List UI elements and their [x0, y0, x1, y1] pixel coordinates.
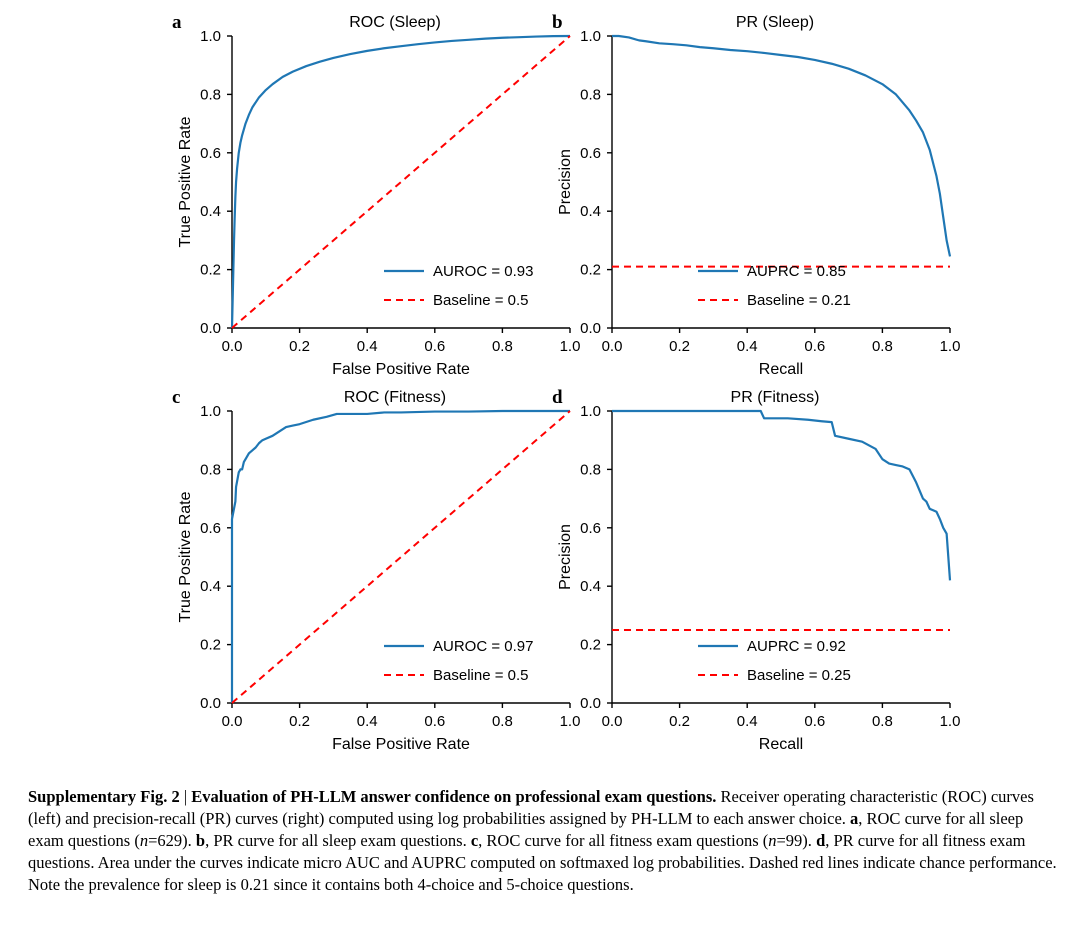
panel-a-title: ROC (Sleep)	[349, 14, 441, 31]
caption-b-letter: b	[195, 830, 206, 850]
caption-lead: Supplementary Fig. 2	[28, 787, 180, 806]
ytick-2: 0.4	[580, 203, 601, 221]
xtick-1: 0.2	[669, 338, 691, 355]
panel-d-xtick-labels	[602, 713, 961, 730]
panel-c	[170, 383, 610, 758]
panel-d-xlabel: Recall	[758, 736, 804, 753]
panel-b-letter: b	[552, 12, 563, 33]
panel-d-legend-label-1: Baseline = 0.25	[747, 667, 851, 684]
xtick-2: 0.4	[736, 713, 758, 730]
panel-a-ytick-labels	[200, 28, 221, 337]
panel-b-series	[612, 36, 950, 267]
xtick-4: 0.8	[491, 713, 513, 730]
xtick-1: 0.2	[669, 713, 691, 730]
ytick-1: 0.2	[200, 636, 221, 654]
ytick-4: 0.8	[580, 461, 601, 479]
panel-c-legend-label-0: AUROC = 0.97	[433, 638, 534, 655]
xtick-3: 0.6	[424, 713, 446, 730]
panel-a-curve-1	[232, 36, 570, 328]
panel-d-legend-label-0: AUPRC = 0.92	[747, 638, 846, 655]
caption-title: Evaluation of PH-LLM answer confidence on professional exam questions.	[191, 787, 717, 806]
caption-c-n-italic: n	[768, 830, 777, 850]
xtick-4: 0.8	[491, 338, 513, 355]
xtick-2: 0.4	[356, 713, 378, 730]
ytick-4: 0.8	[200, 461, 221, 479]
panel-b	[550, 8, 990, 383]
panel-d-axes	[607, 411, 950, 708]
panel-a-xlabel: False Positive Rate	[332, 361, 470, 378]
xtick-0: 0.0	[601, 338, 623, 355]
ytick-0: 0.0	[200, 695, 221, 712]
panel-c-curve-1	[232, 411, 570, 703]
panel-b-xtick-labels	[602, 338, 961, 355]
panel-b-ytick-labels	[580, 28, 601, 337]
ytick-2: 0.4	[200, 578, 221, 596]
ytick-5: 1.0	[580, 403, 601, 420]
xtick-3: 0.6	[804, 338, 826, 355]
panel-d-title: PR (Fitness)	[730, 389, 820, 406]
ytick-3: 0.6	[200, 519, 221, 537]
xtick-4: 0.8	[871, 713, 893, 730]
xtick-2: 0.4	[356, 338, 378, 355]
panel-b-legend	[698, 263, 851, 309]
xtick-3: 0.6	[804, 713, 826, 730]
panel-b-ylabel: Precision	[557, 149, 574, 215]
panel-a-plot	[170, 8, 610, 383]
xtick-4: 0.8	[871, 338, 893, 355]
panel-c-legend-label-1: Baseline = 0.5	[433, 667, 529, 684]
caption-a-letter: a	[850, 808, 859, 828]
caption-c-text: , ROC curve for all fitness exam questions (	[478, 830, 769, 850]
panel-b-curve-0	[612, 36, 950, 256]
figure-caption	[28, 786, 1058, 896]
ytick-4: 0.8	[200, 86, 221, 104]
panel-a-xtick-labels	[222, 338, 581, 355]
xtick-1: 0.2	[289, 713, 311, 730]
panel-b-xlabel: Recall	[758, 361, 804, 378]
xtick-2: 0.4	[736, 338, 758, 355]
xtick-0: 0.0	[221, 338, 243, 355]
xtick-0: 0.0	[221, 713, 243, 730]
xtick-5: 1.0	[559, 713, 581, 730]
caption-separator: |	[183, 787, 188, 806]
panel-a-legend-label-0: AUROC = 0.93	[433, 263, 534, 280]
ytick-2: 0.4	[580, 578, 601, 596]
xtick-0: 0.0	[601, 713, 623, 730]
caption-d-text: , PR curve for all fitness exam questions. Area under the curves indicate micro AUC and AUPRC computed on softmaxed log probabilities. Dashed red lines indicate chance performance. Note the prevalence for sleep is 0.21 since it contains both 4-choice and 5-choice questions.	[28, 830, 1057, 894]
panel-c-xtick-labels	[222, 713, 581, 730]
caption-body-1: Receiver operating characteristic (ROC) curves (left) and precision-recall (PR) curves (right) computed using log probabilities assigned by PH-LLM to each answer choice.	[28, 787, 1034, 828]
ytick-1: 0.2	[200, 261, 221, 279]
panel-a	[170, 8, 610, 383]
ytick-4: 0.8	[580, 86, 601, 104]
caption-a-text: , ROC curve for all sleep exam questions (	[28, 808, 1024, 850]
panel-c-legend	[384, 638, 533, 684]
ytick-5: 1.0	[200, 28, 221, 45]
panel-b-plot	[550, 8, 990, 383]
panel-d-ytick-labels	[580, 403, 601, 712]
xtick-3: 0.6	[424, 338, 446, 355]
panel-d	[550, 383, 990, 758]
xtick-5: 1.0	[939, 338, 961, 355]
ytick-3: 0.6	[580, 519, 601, 537]
caption-d-letter: d	[816, 830, 826, 850]
ytick-0: 0.0	[580, 695, 601, 712]
panel-d-plot	[550, 383, 990, 758]
panel-d-ylabel: Precision	[557, 524, 574, 590]
panel-b-legend-label-0: AUPRC = 0.85	[747, 263, 846, 280]
panel-d-series	[612, 411, 950, 630]
panel-b-title: PR (Sleep)	[735, 14, 815, 31]
panel-c-series	[232, 411, 570, 703]
caption-c-letter: c	[470, 830, 479, 850]
panel-c-letter: c	[172, 387, 181, 408]
xtick-5: 1.0	[559, 338, 581, 355]
panel-c-plot	[170, 383, 610, 758]
ytick-2: 0.4	[200, 203, 221, 221]
panel-c-ytick-labels	[200, 403, 221, 712]
panel-b-legend-label-1: Baseline = 0.21	[747, 292, 851, 309]
ytick-1: 0.2	[580, 636, 601, 654]
panel-d-curve-0	[612, 411, 950, 580]
panel-a-letter: a	[172, 12, 182, 33]
caption-c-n-value: =99).	[776, 830, 817, 850]
ytick-0: 0.0	[200, 320, 221, 337]
ytick-5: 1.0	[200, 403, 221, 420]
panel-c-ylabel: True Positive Rate	[177, 491, 194, 623]
xtick-5: 1.0	[939, 713, 961, 730]
panel-d-letter: d	[552, 387, 563, 408]
panel-a-legend-label-1: Baseline = 0.5	[433, 292, 529, 309]
ytick-1: 0.2	[580, 261, 601, 279]
panel-a-legend	[384, 263, 533, 309]
xtick-1: 0.2	[289, 338, 311, 355]
ytick-3: 0.6	[580, 144, 601, 162]
panel-c-title: ROC (Fitness)	[343, 389, 447, 406]
panel-a-ylabel: True Positive Rate	[177, 116, 194, 248]
ytick-3: 0.6	[200, 144, 221, 162]
panel-d-legend	[698, 638, 851, 684]
ytick-0: 0.0	[580, 320, 601, 337]
caption-a-n-value: =629).	[148, 830, 196, 850]
panel-a-series	[232, 36, 570, 328]
panel-c-xlabel: False Positive Rate	[332, 736, 470, 753]
caption-a-n-italic: n	[139, 830, 149, 850]
caption-b-text: , PR curve for all sleep exam questions.	[205, 830, 471, 850]
panel-b-axes	[607, 36, 950, 333]
ytick-5: 1.0	[580, 28, 601, 45]
